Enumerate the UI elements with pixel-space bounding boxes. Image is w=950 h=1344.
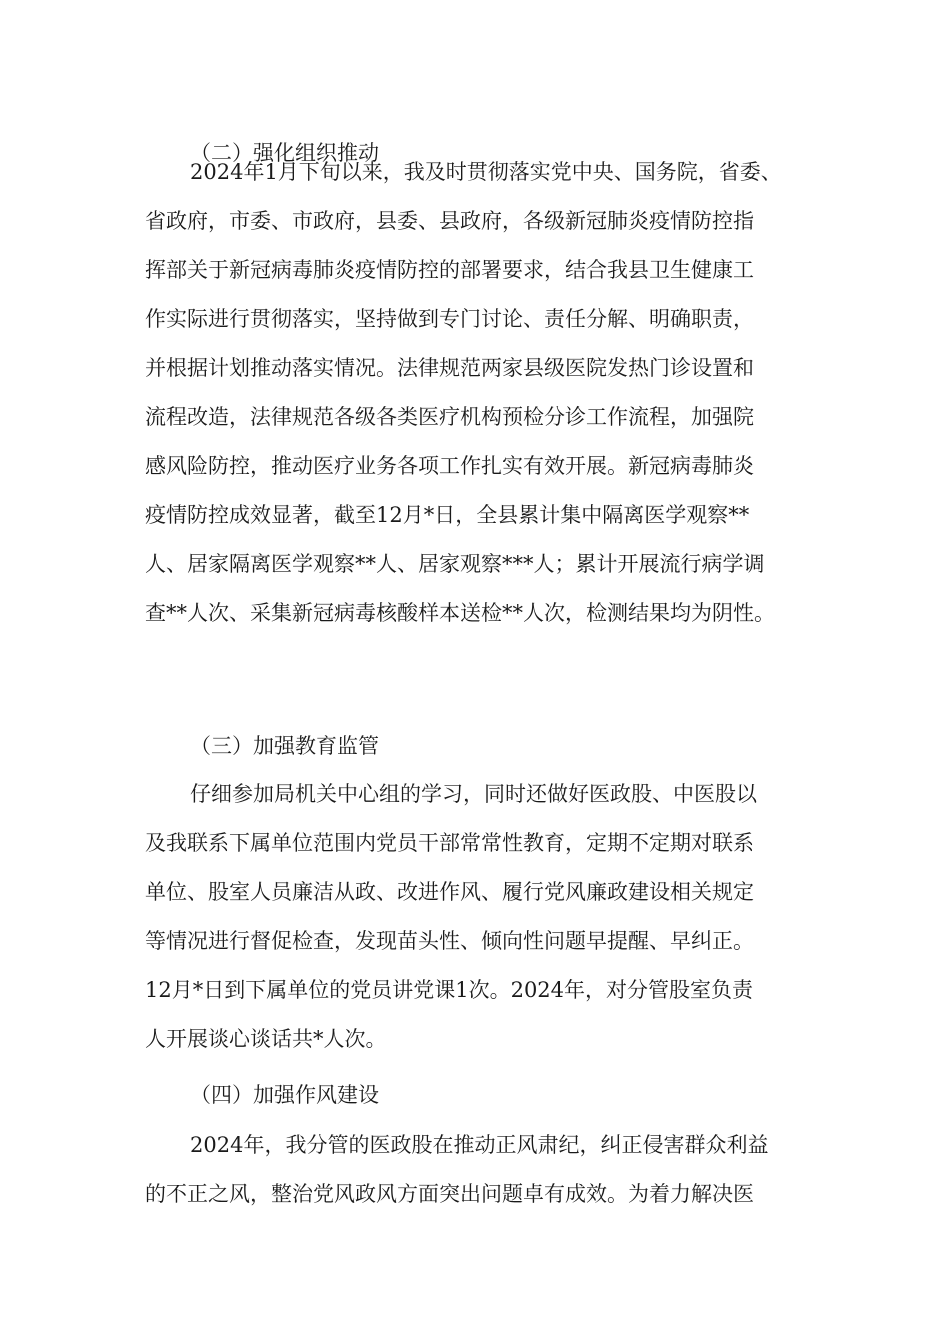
paragraph-line: 的不正之风，整治党风政风方面突出问题卓有成效。为着力解决医 [145, 1182, 754, 1206]
paragraph-line: 流程改造，法律规范各级各类医疗机构预检分诊工作流程，加强院 [145, 405, 754, 429]
section-heading-4: （四）加强作风建设 [190, 1083, 379, 1107]
paragraph-line: 疫情防控成效显著，截至12月*日，全县累计集中隔离医学观察** [145, 503, 750, 527]
paragraph-line: 并根据计划推动落实情况。法律规范两家县级医院发热门诊设置和 [145, 356, 754, 380]
paragraph-line: 挥部关于新冠病毒肺炎疫情防控的部署要求，结合我县卫生健康工 [145, 258, 754, 282]
paragraph-line: 省政府，市委、市政府，县委、县政府，各级新冠肺炎疫情防控指 [145, 209, 754, 233]
paragraph-line: 2024年1月下旬以来，我及时贯彻落实党中央、国务院，省委、 [190, 160, 782, 184]
paragraph-line: 人、居家隔离医学观察**人、居家观察***人；累计开展流行病学调 [145, 552, 765, 576]
paragraph-line: 单位、股室人员廉洁从政、改进作风、履行党风廉政建设相关规定 [145, 880, 754, 904]
paragraph-line: 作实际进行贯彻落实，坚持做到专门讨论、责任分解、明确职责， [145, 307, 754, 331]
paragraph-line: 感风险防控，推动医疗业务各项工作扎实有效开展。新冠病毒肺炎 [145, 454, 754, 478]
section-heading-3: （三）加强教育监管 [190, 734, 379, 758]
paragraph-line: 及我联系下属单位范围内党员干部常常性教育，定期不定期对联系 [145, 831, 754, 855]
section-heading-2: （二）强化组织推动 [190, 141, 379, 165]
paragraph-line: 12月*日到下属单位的党员讲党课1次。2024年，对分管股室负责 [145, 978, 754, 1002]
paragraph-line: 2024年，我分管的医政股在推动正风肃纪，纠正侵害群众利益 [190, 1133, 769, 1157]
paragraph-line: 人开展谈心谈话共*人次。 [145, 1027, 387, 1051]
paragraph-line: 等情况进行督促检查，发现苗头性、倾向性问题早提醒、早纠正。 [145, 929, 754, 953]
paragraph-line: 查**人次、采集新冠病毒核酸样本送检**人次，检测结果均为阴性。 [145, 601, 775, 625]
paragraph-line: 仔细参加局机关中心组的学习，同时还做好医政股、中医股以 [190, 782, 757, 806]
